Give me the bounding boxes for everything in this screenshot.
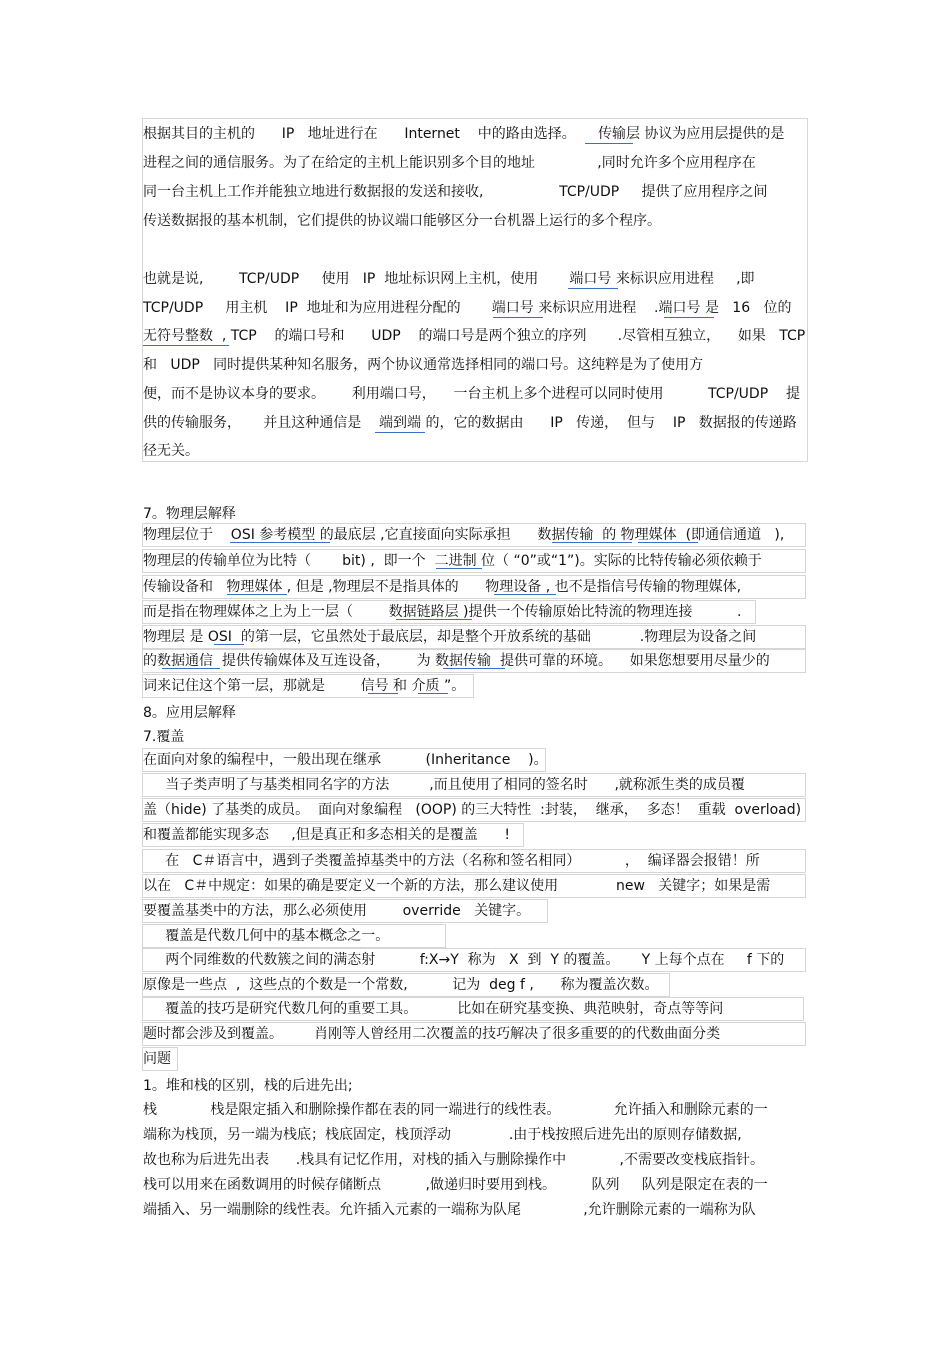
paragraph-line: 词来记住这个第一层，那就是 信号 和 介质 ”。 xyxy=(143,678,466,694)
paragraph-line: 而是指在物理媒体之上为上一层（ 数据链路层 )提供一个传输原始比特流的物理连接 . xyxy=(143,604,742,620)
paragraph-line: 端称为栈顶，另一端为栈底；栈底固定，栈顶浮动 .由于栈按照后进先出的原则存储数据, xyxy=(143,1127,742,1143)
link-underline xyxy=(230,542,330,543)
link-underline xyxy=(375,432,425,433)
section-heading: 8。应用层解释 xyxy=(143,705,236,721)
paragraph-line: 进程之间的通信服务。为了在给定的主机上能识别多个目的地址 ,同时允许多个应用程序在 xyxy=(143,155,756,171)
paragraph-line: 径无关。 xyxy=(143,443,199,459)
link-underline xyxy=(418,693,448,694)
paragraph-line: 覆盖是代数几何中的基本概念之一。 xyxy=(143,928,390,944)
link-underline xyxy=(552,542,632,543)
paragraph-line: 覆盖的技巧是研究代数几何的重要工具。 比如在研究基变换、典范映射，奇点等等问 xyxy=(143,1001,724,1017)
paragraph-line: 栈可以用来在函数调用的时候存储断点 ,做递归时要用到栈。 队列 队列是限定在表的一 xyxy=(143,1177,768,1193)
paragraph-line: 故也称为后进先出表 .栈具有记忆作用，对栈的插入与删除操作中 ,不需要改变栈底指针。 xyxy=(143,1152,765,1168)
paragraph-line: 要覆盖基类中的方法，那么必须使用 override 关键字。 xyxy=(143,903,531,919)
section-heading: 1。堆和栈的区别，栈的后进先出; xyxy=(143,1078,353,1094)
link-underline xyxy=(664,317,714,318)
paragraph-line: 根据其目的主机的 IP 地址进行在 Internet 中的路由选择。 传输层 协议为应用层提供的是 xyxy=(143,126,785,142)
paragraph-line: 传输设备和 物理媒体 , 但是 ,物理层不是指具体的 物理设备 , 也不是指信号传输的物理媒体, xyxy=(143,579,742,595)
link-underline xyxy=(568,288,618,289)
paragraph-line: 无符号整数 , TCP 的端口号和 UDP 的端口号是两个独立的序列 .尽管相互独立， 如果 TCP xyxy=(143,328,806,344)
paragraph-line: TCP/UDP 用主机 IP 地址和为应用进程分配的 端口号 来标识应用进程 .端口号 是 16 位的 xyxy=(143,300,792,316)
link-underline xyxy=(493,317,543,318)
paragraph-line: 同一台主机上工作并能独立地进行数据报的发送和接收, TCP/UDP 提供了应用程序之间 xyxy=(143,184,768,200)
paragraph-line: 和覆盖都能实现多态 ,但是真正和多态相关的是覆盖 ! xyxy=(143,827,511,843)
paragraph-line: 物理层的传输单位为比特（ bit) , 即一个 二进制 位（ “0”或“1”)。实际的比特传输必须依赖于 xyxy=(143,553,762,569)
section-heading: 7。物理层解释 xyxy=(143,506,236,522)
link-underline xyxy=(436,568,482,569)
paragraph-line: 两个同维数的代数簇之间的满态射 f:X→Y 称为 X 到 Y 的覆盖。 Y 上每个点在 f 下的 xyxy=(143,952,785,968)
paragraph-line: 端插入、另一端删除的线性表。允许插入元素的一端称为队尾 ,允许删除元素的一端称为队 xyxy=(143,1202,756,1218)
paragraph-line: 问题 xyxy=(143,1051,171,1067)
link-underline xyxy=(494,594,556,595)
paragraph-line: 题时都会涉及到覆盖。 肖刚等人曾经用二次覆盖的技巧解决了很多重要的的代数曲面分类 xyxy=(143,1026,721,1042)
paragraph-line: 当子类声明了与基类相同名字的方法 ,而且使用了相同的签名时 ,就称派生类的成员覆 xyxy=(143,777,745,793)
paragraph-line: 物理层位于 OSI 参考模型 的最底层 ,它直接面向实际承担 数据传输 的 物理媒体 (即通信通道 ), xyxy=(143,527,785,543)
paragraph-line: 原像是一些点 , 这些点的个数是一个常数, 记为 deg f , 称为覆盖次数。 xyxy=(143,977,659,993)
link-underline xyxy=(368,693,398,694)
link-underline xyxy=(396,619,472,620)
paragraph-line: 供的传输服务， 并且这种通信是 端到端 的，它的数据由 IP 传递， 但与 IP 数据报的传递路 xyxy=(143,415,797,431)
link-underline xyxy=(162,668,220,669)
paragraph-line: 物理层 是 OSI 的第一层，它虽然处于最底层，却是整个开放系统的基础 .物理层为设备之间 xyxy=(143,629,757,645)
link-underline xyxy=(443,668,505,669)
link-underline xyxy=(585,143,633,144)
paragraph-line: 传送数据报的基本机制，它们提供的协议端口能够区分一台机器上运行的多个程序。 xyxy=(143,213,661,229)
link-underline xyxy=(143,345,229,346)
link-underline xyxy=(638,542,698,543)
paragraph-line: 和 UDP 同时提供某种知名服务，两个协议通常选择相同的端口号。这纯粹是为了使用方 xyxy=(143,357,704,373)
paragraph-line: 便，而不是协议本身的要求。 利用端口号， 一台主机上多个进程可以同时使用 TCP/UDP 提 xyxy=(143,386,800,402)
paragraph-line: 以在 C＃中规定：如果的确是要定义一个新的方法，那么建议使用 new 关键字；如果是需 xyxy=(143,878,771,894)
paragraph-line: 栈 栈是限定插入和删除操作都在表的同一端进行的线性表。 允许插入和删除元素的一 xyxy=(143,1102,768,1118)
paragraph-line: 盖（hide) 了基类的成员。 面向对象编程 (OOP) 的三大特性 :封装， 继承， 多态！ 重载 overload) xyxy=(143,802,802,818)
paragraph-line: 的数据通信 提供传输媒体及互连设备， 为 数据传输 提供可靠的环境。 如果您想要用尽量少的 xyxy=(143,653,770,669)
paragraph-line: 也就是说, TCP/UDP 使用 IP 地址标识网上主机，使用 端口号 来标识应用进程 ,即 xyxy=(143,271,755,287)
paragraph-line: 在面向对象的编程中，一般出现在继承 (Inheritance )。 xyxy=(143,752,548,768)
link-underline xyxy=(227,594,287,595)
section-heading: 7.覆盖 xyxy=(143,729,185,745)
link-underline xyxy=(214,644,244,645)
paragraph-line: 在 C＃语言中，遇到子类覆盖掉基类中的方法（名称和签名相同） ， 编译器会报错！所 xyxy=(143,853,760,869)
